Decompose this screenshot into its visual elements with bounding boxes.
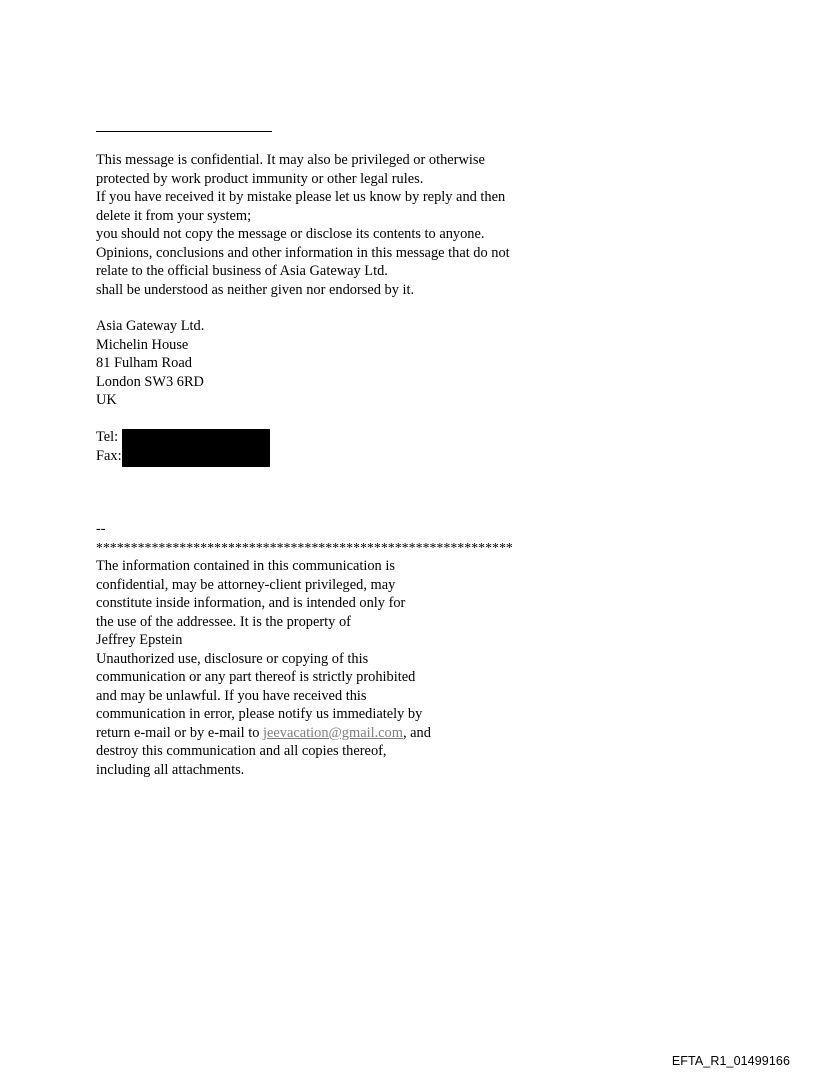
tel-label: Tel: [96,429,119,445]
address-line: Asia Gateway Ltd. [96,318,205,334]
email-line-prefix: return e-mail or by e-mail to [96,724,264,741]
footer-email-line [96,724,513,743]
footer-line: communication in error, please notify us immediately by [96,706,423,722]
disclaimer-line: shall be understood as neither given nor endorsed by it. [96,281,415,298]
email-line-suffix: , and [402,724,431,741]
footer-line: communication or any part thereof is strictly prohibited [96,669,416,685]
footer-line: The information contained in this communication is [96,558,395,574]
address-line: London SW3 6RD [96,373,204,390]
footer-line: the use of the addressee. It is the property of [96,613,351,630]
disclaimer-line: delete it from your system; [96,207,252,224]
disclaimer-line: If you have received it by mistake please let us know by reply and then [96,189,506,205]
footer-line: constitute inside information, and is intended only for [96,595,406,611]
disclaimer-line: Opinions, conclusions and other information in this message that do not [96,244,510,261]
footer-line: including all attachments. [96,761,245,778]
footer-line: destroy this communication and all copies thereof, [96,743,387,759]
footer-asterisk-rule: ************************************************************ [96,539,513,555]
email-link[interactable]: jeevacation@gmail.com [263,724,403,741]
bates-number: EFTA_R1_01499166 [671,1054,790,1068]
company-address [96,317,204,410]
confidentiality-disclaimer [96,151,510,299]
fax-label: Fax: [96,447,122,464]
disclaimer-line: protected by work product immunity or other legal rules. [96,170,424,187]
redaction-box [122,429,270,467]
footer-separator: -- [96,521,106,537]
legal-footer [96,520,513,779]
disclaimer-line: you should not copy the message or disclose its contents to anyone. [96,226,485,242]
address-line: UK [96,392,117,408]
footer-line: Unauthorized use, disclosure or copying of this [96,650,369,667]
contact-info [96,428,122,465]
disclaimer-line: This message is confidential. It may also be privileged or otherwise [96,152,485,168]
address-line: Michelin House [96,336,189,353]
disclaimer-line: relate to the official business of Asia Gateway Ltd. [96,263,388,279]
footer-line: and may be unlawful. If you have received this [96,687,367,704]
signature-divider-line [96,131,272,132]
footer-line: confidential, may be attorney-client privileged, may [96,576,396,593]
address-line: 81 Fulham Road [96,355,192,371]
footer-line: Jeffrey Epstein [96,632,183,648]
